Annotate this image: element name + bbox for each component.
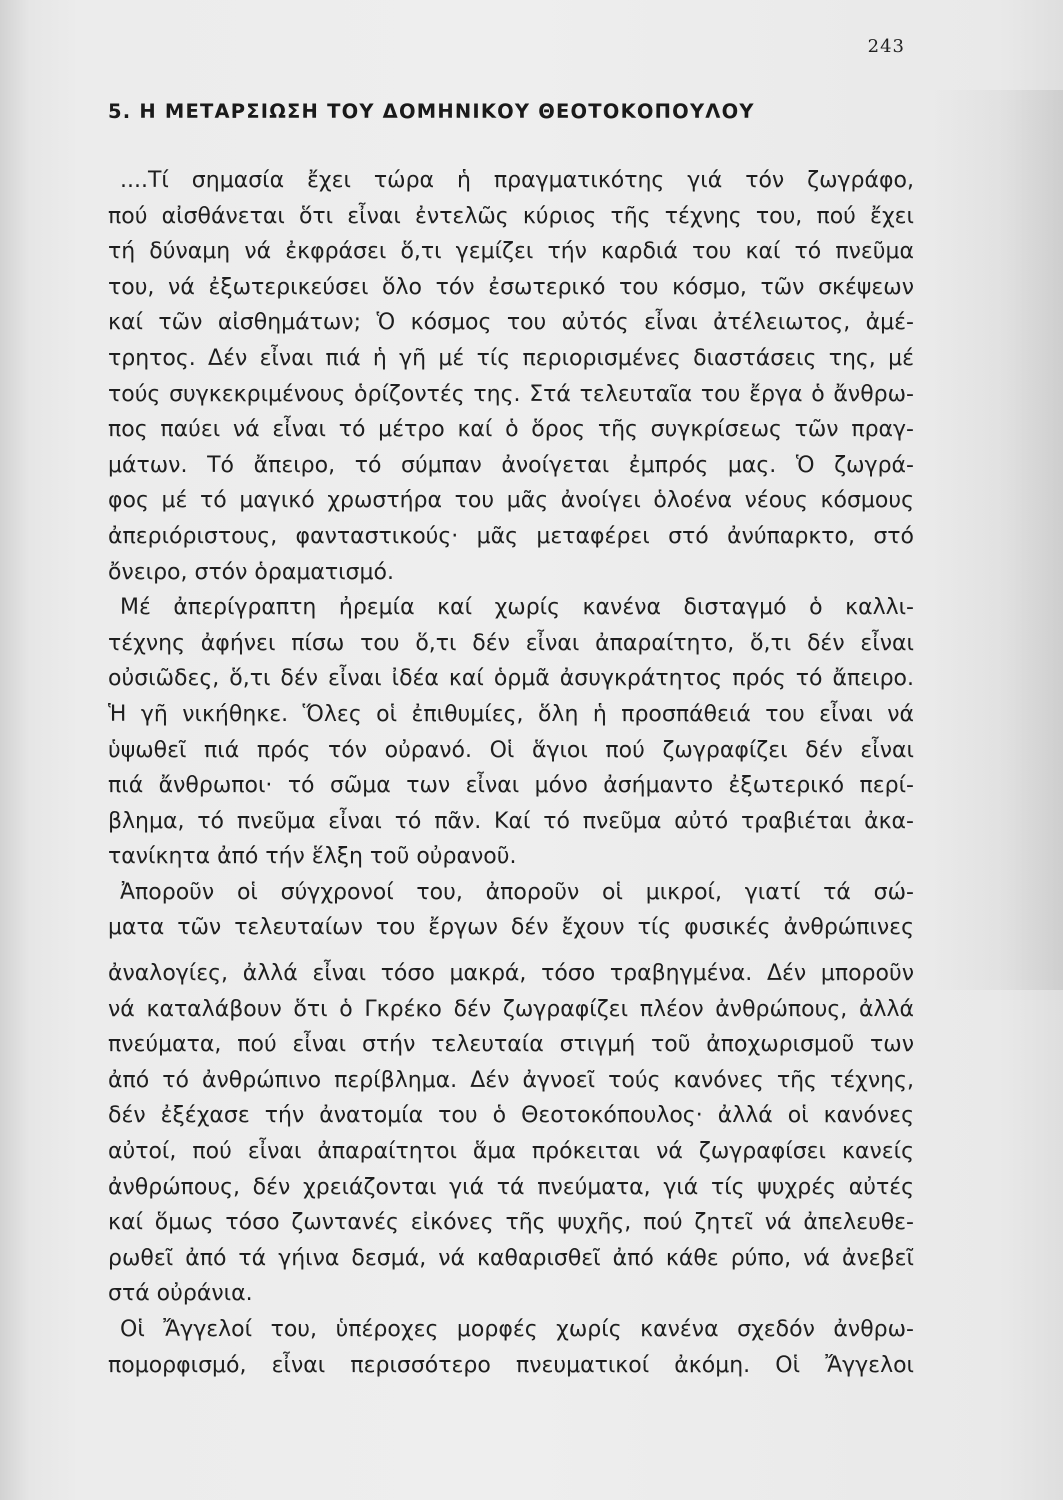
text-line: ἀπό τό ἀνθρώπινο περίβλημα. Δέν ἀγνοεῖ τούς κανόνες τῆς τέχνης, — [108, 1067, 914, 1093]
body-text — [108, 163, 914, 1383]
text-line: πος παύει νά εἶναι τό μέτρο καί ὁ ὅρος τῆς συγκρίσεως τῶν πραγ- — [108, 417, 914, 443]
text-line: Ἀποροῦν οἱ σύγχρονοί του, ἀποροῦν οἱ μικροί, γιατί τά σώ- — [120, 879, 914, 905]
text-line: ἀνθρώπους, δέν χρειάζονται γιά τά πνεύματα, γιά τίς ψυχρές αὐτές — [108, 1174, 914, 1200]
text-line: βλημα, τό πνεῦμα εἶναι τό πᾶν. Καί τό πνεῦμα αὐτό τραβιέται ἀκα- — [108, 808, 914, 834]
text-line: ρωθεῖ ἀπό τά γήινα δεσμά, νά καθαρισθεῖ ἀπό κάθε ρύπο, νά ἀνεβεῖ — [108, 1245, 914, 1271]
paragraph-4 — [108, 1312, 914, 1383]
text-line: Οἱ Ἄγγελοί του, ὑπέροχες μορφές χωρίς κανένα σχεδόν ἀνθρω- — [120, 1317, 914, 1342]
text-line: πιά ἄνθρωποι· τό σῶμα των εἶναι μόνο ἀσήμαντο ἐξωτερικό περί- — [108, 773, 914, 799]
text-line: νά καταλάβουν ὅτι ὁ Γκρέκο δέν ζωγραφίζει πλέον ἀνθρώπους, ἀλλά — [108, 996, 914, 1022]
text-line: δέν ἐξέχασε τήν ἀνατομία του ὁ Θεοτοκόπουλος· ἀλλά οἱ κανόνες — [108, 1103, 914, 1129]
text-line: φος μέ τό μαγικό χρωστήρα του μᾶς ἀνοίγει ὁλοένα νέους κόσμους — [108, 488, 914, 514]
text-line: πνεύματα, πού εἶναι στήν τελευταία στιγμή τοῦ ἀποχωρισμοῦ των — [108, 1032, 914, 1058]
paragraph-2 — [108, 590, 914, 875]
text-line: τή δύναμη νά ἐκφράσει ὅ,τι γεμίζει τήν καρδιά του καί τό πνεῦμα — [108, 239, 914, 265]
text-line: του, νά ἐξωτερικεύσει ὅλο τόν ἐσωτερικό του κόσμο, τῶν σκέψεων — [108, 274, 914, 300]
text-line: πού αἰσθάνεται ὅτι εἶναι ἐντελῶς κύριος τῆς τέχνης του, πού ἔχει — [108, 203, 914, 229]
paragraph-3 — [108, 875, 914, 1312]
text-line: ὑψωθεῖ πιά πρός τόν οὐρανό. Οἱ ἅγιοι πού ζωγραφίζει δέν εἶναι — [108, 737, 914, 763]
text-line: τρητος. Δέν εἶναι πιά ἡ γῆ μέ τίς περιορισμένες διαστάσεις της, μέ — [108, 345, 914, 371]
text-line: τούς συγκεκριμένους ὁρίζοντές της. Στά τελευταῖα του ἔργα ὁ ἄνθρω- — [108, 381, 914, 407]
text-line: τέχνης ἀφήνει πίσω του ὅ,τι δέν εἶναι ἀπαραίτητο, ὅ,τι δέν εἶναι — [108, 630, 914, 656]
text-line: ....Τί σημασία ἔχει τώρα ἡ πραγματικότης γιά τόν ζωγράφο, — [120, 168, 914, 193]
text-line: στά οὐράνια. — [108, 1281, 253, 1307]
text-line: ἀναλογίες, ἀλλά εἶναι τόσο μακρά, τόσο τραβηγμένα. Δέν μποροῦν — [108, 961, 914, 987]
paragraph-1 — [108, 163, 914, 590]
text-line: τανίκητα ἀπό τήν ἕλξη τοῦ οὐρανοῦ. — [108, 844, 517, 870]
text-line: ὄνειρο, στόν ὁραματισμό. — [108, 559, 394, 585]
text-line: οὐσιῶδες, ὅ,τι δέν εἶναι ἰδέα καί ὁρμᾶ ἀσυγκράτητος πρός τό ἄπειρο. — [108, 666, 914, 692]
text-line: μάτων. Τό ἄπειρο, τό σύμπαν ἀνοίγεται ἐμπρός μας. Ὁ ζωγρά- — [108, 452, 914, 478]
chapter-heading: 5. Η ΜΕΤΑΡΣΙΩΣΗ ΤΟΥ ΔΟΜΗΝΙΚΟΥ ΘΕΟΤΟΚΟΠΟΥΛΟΥ — [108, 100, 755, 123]
text-line: Μέ ἀπερίγραπτη ἠρεμία καί χωρίς κανένα δισταγμό ὁ καλλι- — [120, 595, 914, 621]
text-line: καί ὅμως τόσο ζωντανές εἰκόνες τῆς ψυχῆς, πού ζητεῖ νά ἀπελευθε- — [108, 1210, 914, 1236]
bleed-through-shadow — [933, 90, 1063, 990]
page-number: 243 — [867, 36, 905, 57]
text-line: ματα τῶν τελευταίων του ἔργων δέν ἔχουν τίς φυσικές ἀνθρώπινες — [108, 915, 914, 941]
text-line: καί τῶν αἰσθημάτων; Ὁ κόσμος του αὐτός εἶναι ἀτέλειωτος, ἀμέ- — [108, 310, 914, 336]
text-line: Ἡ γῆ νικήθηκε. Ὅλες οἱ ἐπιθυμίες, ὅλη ἡ προσπάθειά του εἶναι νά — [108, 701, 914, 727]
text-line: ἀπεριόριστους, φανταστικούς· μᾶς μεταφέρει στό ἀνύπαρκτο, στό — [108, 523, 914, 549]
text-line: αὐτοί, πού εἶναι ἀπαραίτητοι ἅμα πρόκειται νά ζωγραφίσει κανείς — [108, 1139, 914, 1165]
text-line: πομορφισμό, εἶναι περισσότερο πνευματικοί ἀκόμη. Οἱ Ἄγγελοι — [108, 1352, 914, 1378]
